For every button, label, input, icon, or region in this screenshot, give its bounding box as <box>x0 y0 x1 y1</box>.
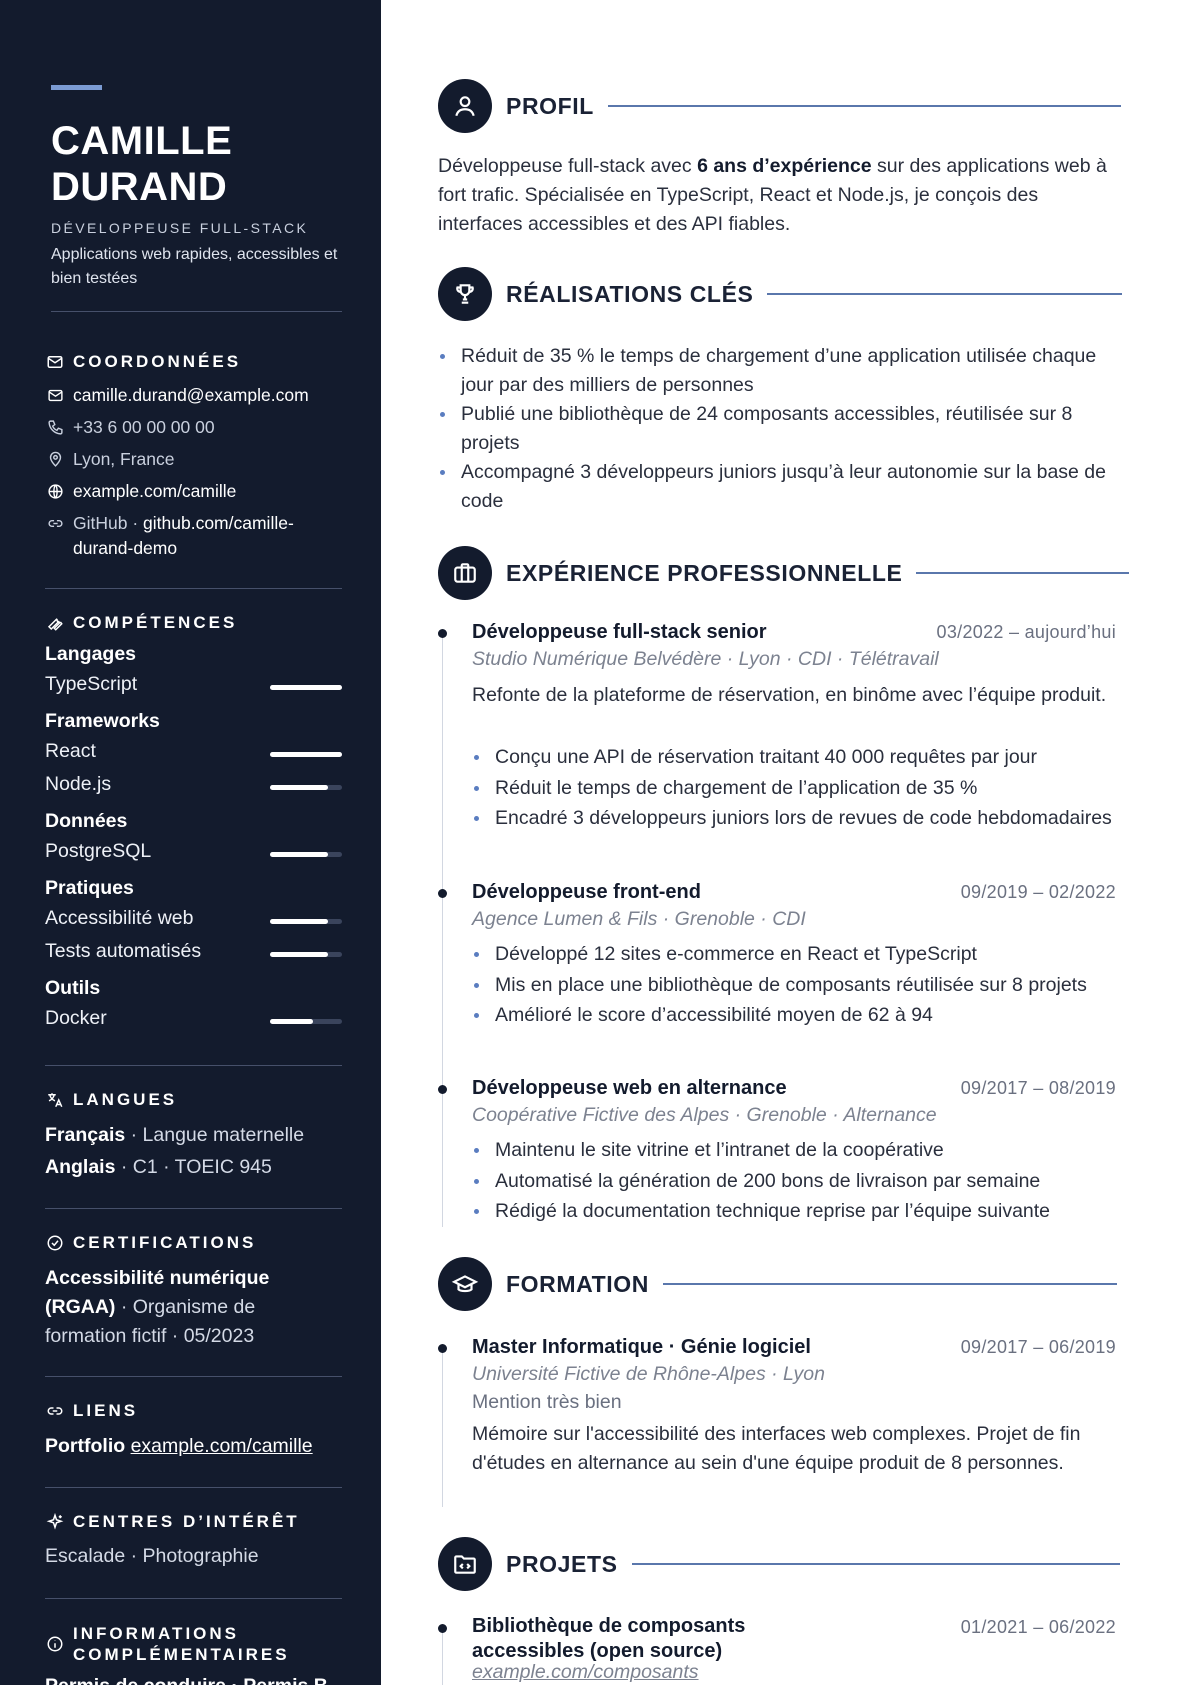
job-bullets <box>472 940 1122 1032</box>
wrench-icon <box>45 613 65 633</box>
job-company: Studio Numérique Belvédère · Lyon · CDI · Télétravail <box>472 648 939 670</box>
degree-date: 09/2017 – 06/2019 <box>960 1337 1116 1357</box>
skill-level-bar <box>270 952 342 957</box>
section-formation <box>438 1257 1117 1311</box>
language-item: Anglais · C1 · TOEIC 945 <box>45 1156 272 1178</box>
mail-icon <box>45 352 65 372</box>
link-icon <box>45 511 65 536</box>
skill-level-bar <box>270 1019 342 1024</box>
list-item: Maintenu le site vitrine et l’intranet de la coopérative <box>472 1136 1122 1165</box>
skill-level-bar <box>270 685 342 690</box>
timeline-dot <box>438 1085 447 1094</box>
certifications-heading: CERTIFICATIONS <box>45 1233 256 1253</box>
certification-item: Accessibilité numérique (RGAA) · Organisme de formation fictif · 05/2023 <box>45 1267 270 1347</box>
job-role: DÉVELOPPEUSE FULL-STACK <box>51 220 309 236</box>
skill-category: Données <box>45 810 128 832</box>
skill-level-bar <box>270 785 342 790</box>
timeline-dot <box>438 889 447 898</box>
job-date: 09/2017 – 08/2019 <box>960 1078 1116 1098</box>
divider <box>45 1376 342 1377</box>
list-item: Réduit de 35 % le temps de chargement d’une application utilisée chaque jour par des milliers de personnes <box>438 342 1128 399</box>
contact-phone[interactable]: +33 6 00 00 00 00 <box>45 415 215 440</box>
timeline-line <box>442 1350 443 1507</box>
list-item: Réduit le temps de chargement de l’application de 35 % <box>472 774 1122 803</box>
school-name: Université Fictive de Rhône-Alpes · Lyon <box>472 1363 825 1385</box>
skill-name: Accessibilité web <box>45 907 194 929</box>
skill-name: TypeScript <box>45 673 138 695</box>
list-item: Publié une bibliothèque de 24 composants accessibles, réutilisée sur 8 projets <box>438 400 1128 457</box>
list-item: Développé 12 sites e-commerce en React et TypeScript <box>472 940 1122 969</box>
section-title: FORMATION <box>506 1270 649 1297</box>
timeline-line <box>442 635 443 1227</box>
skill-level-fill <box>270 785 328 790</box>
skill-level-fill <box>270 752 342 757</box>
candidate-name <box>51 118 232 210</box>
degree-mention: Mention très bien <box>472 1391 622 1413</box>
briefcase-icon <box>438 546 492 600</box>
language-item: Français · Langue maternelle <box>45 1124 305 1146</box>
section-rule <box>608 105 1121 107</box>
contact-website[interactable]: example.com/camille <box>45 479 236 504</box>
additional-heading: INFORMATIONS COMPLÉMENTAIRES <box>45 1623 290 1665</box>
accent-bar <box>51 85 102 90</box>
section-realisations <box>438 267 1122 321</box>
trophy-icon <box>438 267 492 321</box>
list-item: Encadré 3 développeurs juniors lors de revues de code hebdomadaires <box>472 804 1122 833</box>
skill-name: Docker <box>45 1007 107 1029</box>
skill-level-bar <box>270 919 342 924</box>
list-item: Automatisé la génération de 200 bons de livraison par semaine <box>472 1167 1122 1196</box>
contact-email[interactable]: camille.durand@example.com <box>45 383 309 408</box>
list-item: Amélioré le score d’accessibilité moyen de 62 à 94 <box>472 1001 1122 1030</box>
section-rule <box>916 572 1129 574</box>
folder-code-icon <box>438 1537 492 1591</box>
job-date: 03/2022 – aujourd’hui <box>936 622 1116 642</box>
job-summary: Refonte de la plateforme de réservation, en binôme avec l’équipe produit. <box>472 684 1107 706</box>
section-projets <box>438 1537 1120 1591</box>
section-profil <box>438 79 1121 133</box>
job-bullets <box>472 743 1122 835</box>
section-rule <box>632 1563 1120 1565</box>
section-rule <box>663 1283 1117 1285</box>
project-date: 01/2021 – 06/2022 <box>960 1617 1116 1637</box>
skill-level-bar <box>270 852 342 857</box>
globe-icon <box>45 479 65 504</box>
divider <box>45 588 342 589</box>
skills-heading: COMPÉTENCES <box>45 613 237 633</box>
name-last: DURAND <box>51 165 228 209</box>
skill-level-fill <box>270 852 328 857</box>
job-title: Développeuse web en alternance <box>472 1077 787 1099</box>
portfolio-url[interactable]: example.com/camille <box>130 1435 313 1457</box>
degree-description: Mémoire sur l'accessibilité des interfaces web complexes. Projet de fin d'études en alternance au sein d'une équipe produit de 8 personnes. <box>472 1423 1081 1474</box>
phone-icon <box>45 415 65 440</box>
translate-icon <box>45 1090 65 1110</box>
job-bullets <box>472 1136 1122 1228</box>
list-item: Mis en place une bibliothèque de composants réutilisée sur 8 projets <box>472 971 1122 1000</box>
job-company: Agence Lumen & Fils · Grenoble · CDI <box>472 908 806 930</box>
graduation-cap-icon <box>438 1257 492 1311</box>
check-badge-icon <box>45 1233 65 1253</box>
interests-text: Escalade · Photographie <box>45 1545 259 1567</box>
skill-category: Pratiques <box>45 877 134 899</box>
divider <box>45 1208 342 1209</box>
skill-level-bar <box>270 752 342 757</box>
job-date: 09/2019 – 02/2022 <box>960 882 1116 902</box>
sidebar <box>0 0 381 1697</box>
info-icon <box>45 1634 65 1654</box>
links-heading: LIENS <box>45 1401 138 1421</box>
list-item: Accompagné 3 développeurs juniors jusqu’à leur autonomie sur la base de code <box>438 458 1128 515</box>
skill-category: Outils <box>45 977 101 999</box>
achievements-list <box>438 342 1128 516</box>
project-title: Bibliothèque de composants accessibles (open source) <box>472 1615 746 1662</box>
additional-text: Permis de conduire · Permis B <box>45 1675 328 1697</box>
map-pin-icon <box>45 447 65 472</box>
skill-name: React <box>45 740 96 762</box>
skill-level-fill <box>270 1019 313 1024</box>
skill-category: Frameworks <box>45 710 160 732</box>
skill-name: Node.js <box>45 773 112 795</box>
divider <box>51 311 342 312</box>
timeline-dot <box>438 1624 447 1633</box>
degree-title: Master Informatique · Génie logiciel <box>472 1336 811 1358</box>
divider <box>45 1065 342 1066</box>
project-link[interactable]: example.com/composants <box>472 1661 699 1683</box>
name-first: CAMILLE <box>51 119 233 163</box>
contact-location: Lyon, France <box>45 447 175 472</box>
section-title: PROFIL <box>506 92 594 119</box>
section-rule <box>767 293 1122 295</box>
portfolio-link[interactable]: Portfolio example.com/camille <box>45 1435 313 1457</box>
interests-heading: CENTRES D’INTÉRÊT <box>45 1512 300 1532</box>
mail-icon <box>45 383 65 408</box>
job-company: Coopérative Fictive des Alpes · Grenoble · Alternance <box>472 1104 937 1126</box>
divider <box>45 1598 342 1599</box>
section-experience <box>438 546 1129 600</box>
link-icon <box>45 1401 65 1421</box>
contact-heading: COORDONNÉES <box>45 352 241 372</box>
skill-name: PostgreSQL <box>45 840 152 862</box>
skill-level-fill <box>270 685 342 690</box>
user-icon <box>438 79 492 133</box>
skill-category: Langages <box>45 643 137 665</box>
job-title: Développeuse front-end <box>472 881 701 903</box>
tagline: Applications web rapides, accessibles et bien testées <box>51 246 338 287</box>
section-title: EXPÉRIENCE PROFESSIONNELLE <box>506 559 903 586</box>
list-item: Conçu une API de réservation traitant 40 000 requêtes par jour <box>472 743 1122 772</box>
section-title: RÉALISATIONS CLÉS <box>506 280 754 307</box>
profile-summary: Développeuse full-stack avec 6 ans d’expérience sur des applications web à fort trafic. Spécialisée en TypeScript, React et Node.js, je conçois des interfaces accessibles et des API fiables. <box>438 155 1107 235</box>
languages-heading: LANGUES <box>45 1090 177 1110</box>
timeline-dot <box>438 629 447 638</box>
section-title: PROJETS <box>506 1550 618 1577</box>
timeline-line <box>442 1630 443 1685</box>
timeline-dot <box>438 1344 447 1353</box>
contact-github[interactable]: GitHub · github.com/camille-durand-demo <box>45 511 345 561</box>
skill-name: Tests automatisés <box>45 940 202 962</box>
divider <box>45 1487 342 1488</box>
skill-level-fill <box>270 952 328 957</box>
sparkles-icon <box>45 1512 65 1532</box>
skill-level-fill <box>270 919 328 924</box>
list-item: Rédigé la documentation technique reprise par l’équipe suivante <box>472 1197 1122 1226</box>
job-title: Développeuse full-stack senior <box>472 621 767 643</box>
